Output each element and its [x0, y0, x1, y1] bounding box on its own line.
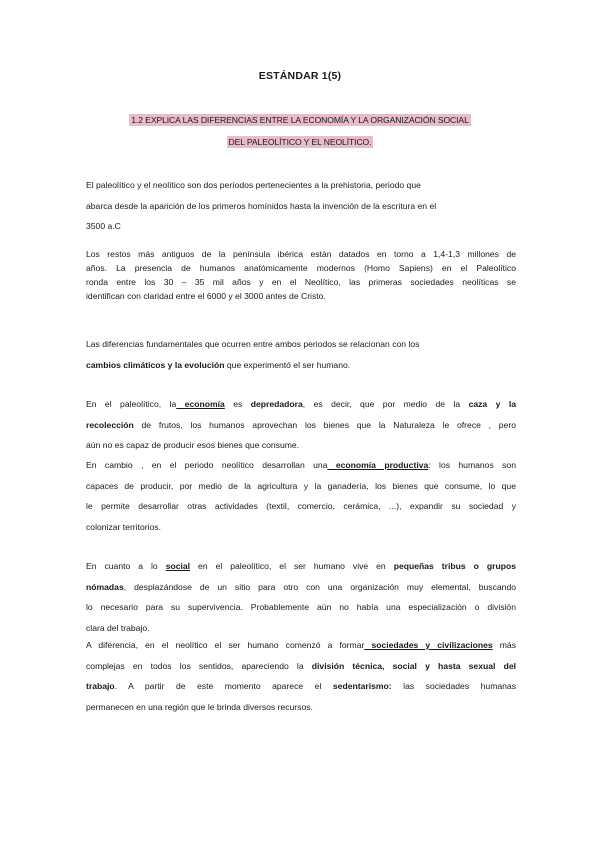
paragraph-neolithic-economy [86, 455, 516, 537]
underlined-term: social [165, 561, 191, 571]
underlined-term: sociedades y civilizaciones [364, 640, 493, 650]
bold-term: caza y la [468, 399, 517, 409]
bold-term: sedentarismo: [332, 681, 392, 691]
text-span: las sociedades humanas [391, 681, 516, 691]
text-span: : los humanos son [428, 460, 516, 470]
text-line: aún no es capaz de producir esos bienes que consume. [86, 440, 300, 450]
text-span: es [224, 399, 251, 409]
bold-term: nómadas [86, 581, 124, 592]
text-span: complejas en todos los sentidos, apareciendo la [86, 660, 312, 671]
text-line: abarca desde la aparición de los primeros homínidos hasta la invención de la escritura en el [86, 200, 437, 211]
text-line: 3500 a.C [86, 221, 121, 231]
paragraph-paleolithic-economy [86, 394, 516, 456]
text-span: , desplazándose de un sitio para otro con una organización muy elemental, buscando [123, 581, 516, 592]
text-line [86, 455, 516, 476]
text-line: El paleolítico y el neolítico son dos períodos pertenecientes a la prehistoria, periodo que [86, 180, 421, 190]
text-span: En cuanto a lo [86, 561, 166, 571]
text-line [86, 676, 516, 697]
text-span: . A partir de este momento aparece el [114, 681, 333, 691]
text-line: identifican con claridad entre el 6000 y el 3000 antes de Cristo. [86, 291, 326, 301]
text-line: capaces de producir, por medio de la agricultura y la ganadería, los bienes que consume, lo que [86, 480, 516, 491]
section-heading-line-2 [0, 137, 600, 147]
text-line [86, 577, 516, 598]
heading-highlight-2: DEL PALEOLÍTICO Y EL NEOLÍTICO. [228, 137, 372, 147]
paragraph-remains [86, 247, 516, 303]
paragraph-differences [86, 334, 516, 375]
underlined-term: economía productiva [327, 460, 429, 470]
paragraph-paleolithic-social [86, 556, 516, 638]
text-line [86, 415, 516, 436]
underlined-term: economía [176, 399, 225, 409]
text-span: más [492, 640, 516, 650]
text-line: lo necesario para su supervivencia. Probablemente aún no había una especialización o división [86, 602, 516, 612]
text-line: clara del trabajo. [86, 622, 150, 633]
page-title: ESTÁNDAR 1(5) [258, 70, 342, 82]
text-line: Los restos más antiguos de la península ibérica están datados en torno a 1,4-1,3 millones de [86, 249, 516, 259]
bold-term: recolección [86, 419, 134, 430]
text-line [86, 394, 516, 415]
paragraph-neolithic-social [86, 635, 516, 717]
paragraph-intro [86, 175, 516, 237]
bold-phrase: cambios climáticos y la evolución [86, 359, 225, 370]
text-line: colonizar territorios. [86, 521, 161, 532]
bold-term: depredadora [250, 399, 303, 409]
text-line: permanecen en una región que le brinda diversos recursos. [86, 701, 313, 712]
text-line: ronda entre los 30 – 35 mil años y en el Neolítico, las primeras sociedades neolíticas se [86, 277, 516, 287]
text-span: , es decir, que por medio de la [302, 399, 469, 409]
text-line: le permite desarrollar otras actividades (textil, comercio, cerámica, ...), expandir su sociedad y [86, 501, 516, 511]
heading-highlight-1: 1.2 EXPLICA LAS DIFERENCIAS ENTRE LA ECONOMÍA Y LA ORGANIZACIÓN SOCIAL [131, 115, 469, 125]
text-span: que experimentó el ser humano. [224, 359, 351, 370]
bold-term: pequeñas tribus o grupos [393, 561, 516, 571]
text-line [86, 355, 516, 376]
text-span: de frutos, los humanos aprovechan los bienes que la Naturaleza le ofrece , pero [133, 419, 516, 430]
text-span: En el paleolítico, la [86, 399, 177, 409]
text-line [86, 656, 516, 677]
text-line: Las diferencias fundamentales que ocurren entre ambos periodos se relacionan con los [86, 339, 420, 349]
text-line [86, 556, 516, 577]
bold-term: división técnica, social y hasta sexual del [311, 660, 516, 671]
text-span: en el paleolítico, el ser humano vive en [190, 561, 394, 571]
text-line: años. La presencia de humanos anatómicamente modernos (Homo Sapiens) en el Paleolítico [86, 263, 516, 273]
bold-term: trabajo [86, 681, 115, 691]
text-span: En cambio , en el periodo neolítico desarrollan una [86, 460, 328, 470]
text-span: A diferencia, en el neolítico el ser humano comenzó a formar [86, 640, 365, 650]
section-heading-line-1 [0, 115, 600, 125]
text-line [86, 635, 516, 656]
